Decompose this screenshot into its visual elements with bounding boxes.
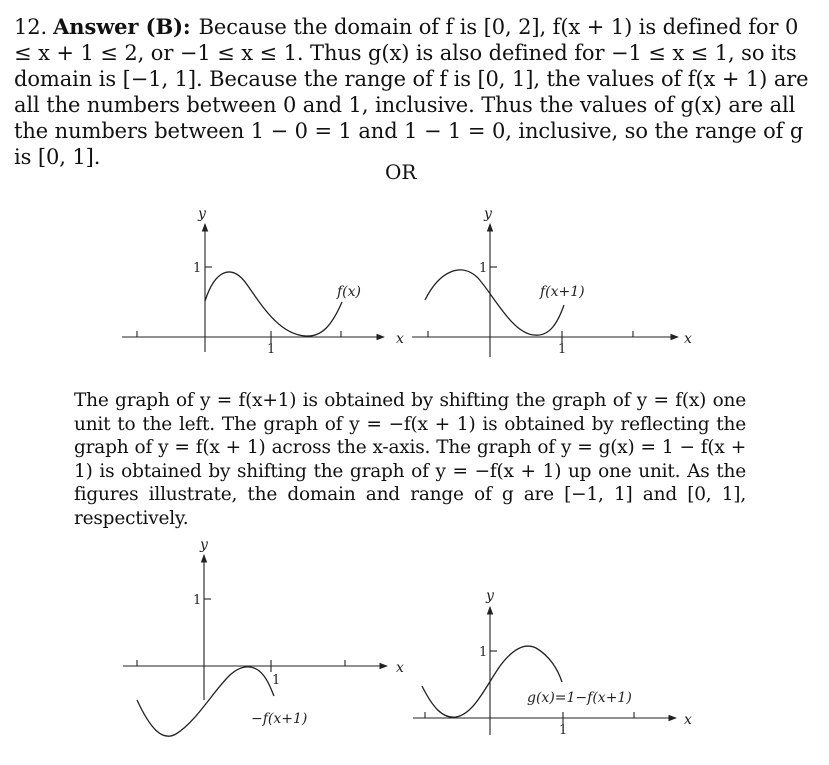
curve-label-f-shift: f(x+1)	[540, 284, 585, 300]
paragraph-1-text: Because the domain of f is [0, 2], f(x + 1) is defined for 0 ≤ x + 1 ≤ 2, or −1 ≤ x ≤ 1. Thus g(x) is also defined for −1 ≤ x ≤ 1, so its domain is [−1, 1]. Because the range of f is [0, 1], the values of f(x + 1) are all the numbers between 0 and 1, inclusive. Thus the values of g(x) are all the numbers between 1 − 0 = 1 and 1 − 1 = 0, inclusive, so the range of g is [0, 1].	[14, 15, 809, 169]
x-tick-label: 1	[558, 342, 567, 357]
curve-g	[422, 646, 562, 717]
curve-label-neg-f: −f(x+1)	[251, 711, 308, 727]
y-tick-label: 1	[479, 645, 488, 660]
curve-label-f: f(x)	[337, 284, 362, 300]
x-axis-label: x	[684, 712, 692, 728]
y-axis-label: y	[484, 206, 492, 222]
x-axis-label: x	[684, 331, 692, 347]
y-tick-label: 1	[479, 261, 488, 276]
or-separator: OR	[385, 160, 417, 184]
answer-heading: Answer (B):	[53, 14, 191, 39]
graph-f-of-x	[122, 206, 404, 357]
y-axis-label: y	[198, 206, 206, 222]
y-axis-label: y	[486, 588, 494, 604]
graph-f-of-x-plus-1	[412, 206, 692, 357]
graph-g-of-x	[413, 588, 692, 738]
x-tick-label: 1	[272, 673, 281, 688]
curve-f-shift	[425, 270, 564, 335]
curve-label-g: g(x)=1−f(x+1)	[527, 690, 632, 706]
y-axis-label: y	[200, 537, 208, 553]
y-tick-label: 1	[193, 261, 202, 276]
curve-f	[205, 272, 342, 336]
problem-number: 12.	[14, 15, 48, 39]
solution-paragraph-2: The graph of y = f(x+1) is obtained by shifting the graph of y = f(x) one unit to the left. The graph of y = −f(x + 1) is obtained by reflecting the graph of y = f(x + 1) across the x-axis. The graph of y = g(x) = 1 − f(x + 1) is obtained by shifting the graph of y = −f(x + 1) up one unit. As the figures illustrate, the domain and range of g are [−1, 1] and [0, 1], respectively.	[74, 390, 746, 529]
y-tick-label: 1	[193, 593, 202, 608]
x-axis-label: x	[396, 331, 404, 347]
graph-neg-f-of-x-plus-1	[123, 537, 404, 736]
x-tick-label: 1	[559, 723, 568, 738]
x-axis-label: x	[396, 660, 404, 676]
x-tick-label: 1	[267, 342, 276, 357]
